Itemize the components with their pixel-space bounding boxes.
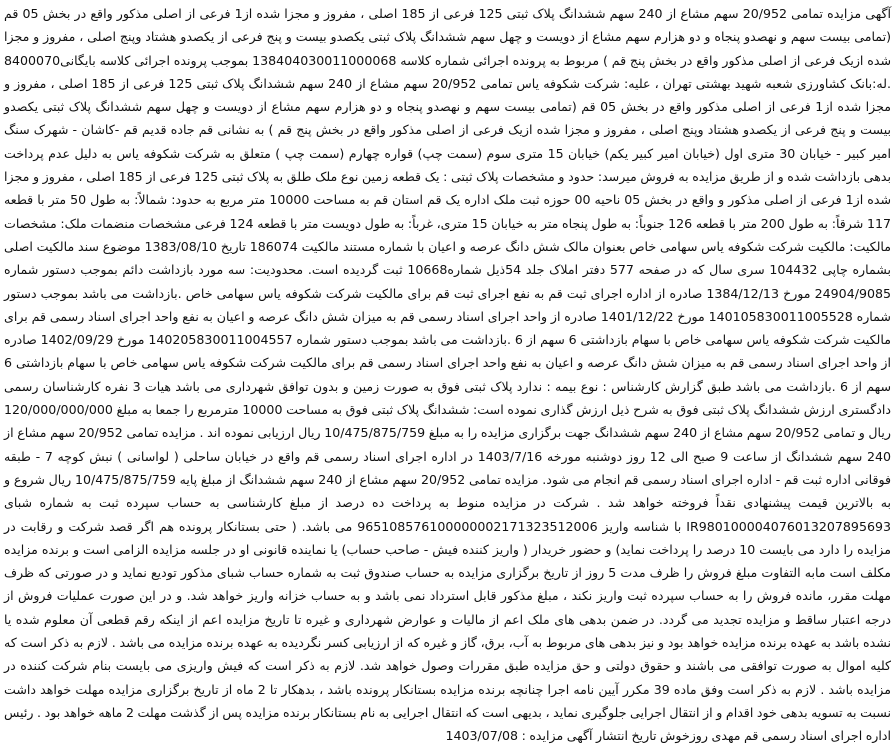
- auction-notice-text: آگهی مزایده تمامی 20/952 سهم مشاع از 240 سهم ششدانگ پلاک ثبتی 125 فرعی از 185 اصلی ، مفروز و مجزا شده از1 فرعی از اصلی مذکور واقع در بخش 05 قم (تمامی بیست سهم و نهصدو پنجاه و دو هزارم سهم مشاع از دویست و چهل سهم ششدانگ پلاک ثبتی یکصدو بیست و پنج فرعی از یکصدو هشتاد وپنج اصلی ، مفروز و مجزا شده ازیک فرعی از اصلی مذکور واقع در بخش پنج قم ) مربوط به پرونده اجرائی شماره کلاسه 138404030011000068 بموجب پرونده اجرائی کلاسه بایگانی8400070 .له:بانک کشاورزی شعبه شهید بهشتی تهران ، علیه: شرکت شکوفه یاس تمامی 20/952 سهم مشاع از 240 سهم ششدانگ پلاک ثبتی 125 فرعی از 185 اصلی ، مفروز و مجزا شده از1 فرعی از اصلی مذکور واقع در بخش 05 قم (تمامی بیست سهم و نهصدو پنجاه و دو هزارم سهم مشاع از دویست و چهل سهم ششدانگ پلاک ثبتی یکصدو بیست و پنج فرعی از یکصدو هشتاد وپنج اصلی ، مفروز و مجزا شده ازیک فرعی از اصلی مذکور واقع در بخش پنج قم ) به نشانی قم جاده قدیم قم -کاشان - شهرک سنگ امیر کبیر - خیابان 30 متری اول (خیابان امیر کبیر یکم) خیابان 15 متری سوم (سمت چپ) قواره چهارم (سمت چپ ) متعلق به شرکت شکوفه یاس به دلیل عدم پرداخت بدهی بازداشت شده و از طریق مزایده به فروش میرسد: حدود و مشخصات پلاک ثبتی : یک قطعه زمین نوع ملک طلق به پلاک ثبتی 125 فرعی از 185 اصلی ، مفروز و مجزا شده از1 فرعی از اصلی مذکور و واقع در بخش 05 ناحیه 00 حوزه ثبت ملک اداره یک قم استان قم به مساحت 10000 متر مربع به حدود: شمالاً: به طول 50 متر با قطعه 117 شرقاً: به طول 200 متر با قطعه 126 جنوباً: به طول پنجاه متر به خیابان 15 متری، غرباً: به طول دویست متر با قطعه 124 فرعی مشخصات منضمات ملک: مشخصات مالکیت: مالکیت شرکت شکوفه یاس سهامی خاص بعنوان مالک شش دانگ عرصه و اعیان با شماره مستند مالکیت 186074 تاریخ 1383/08/10 موضوع سند مالکیت اصلی بشماره چاپی 104432 سری سال که در صفحه 577 دفتر املاک جلد 54ذیل شماره10668 ثبت گردیده است. محدودیت: سه مورد بازداشت دائم بموجب دستور شماره 24904/9085 مورخ 1384/12/13 صادره از اداره اجرای ثبت قم به نفع اجرای ثبت قم برای مالکیت شرکت شکوفه یاس سهامی خاص .بازداشت می باشد بموجب دستور شماره 140105830011005528 مورخ 1401/12/22 صادره از واحد اجرای اسناد رسمی قم به میزان شش دانگ عرصه و اعیان به نفع واحد اجرای اسناد رسمی قم برای مالکیت شرکت شکوفه یاس سهامی خاص با سهام بازداشتی 6 سهم از 6 .بازداشت می باشد بموجب دستور شماره 140205830011004557 مورخ 1402/09/29 صادره از واحد اجرای اسناد رسمی قم به میزان شش دانگ عرصه و اعیان به نفع واحد اجرای اسناد رسمی قم برای مالکیت شرکت شکوفه یاس سهامی خاص با سهام بازداشتی 6 سهم از 6 .بازداشت می باشد طبق گزارش کارشناس : نوع بیمه : ندارد پلاک ثبتی فوق به صورت زمین و بدون توافق شهرداری می باشد هیات 3 نفره کارشناسان رسمی دادگستری ارزش ششدانگ پلاک ثبتی فوق به شرح ذیل ارزش گذاری نموده است: ششدانگ پلاک ثبتی فوق به مساحت 10000 مترمربع را جمعا به مبلغ 120/000/000/000 ریال و تمامی 20/952 سهم مشاع از 240 سهم ششدانگ جهت برگزاری مزایده را به مبلغ 10/475/875/759 ریال ارزیابی نموده اند . مزایده تمامی 20/952 سهم مشاع از 240 سهم ششدانگ از ساعت 9 صبح الی 12 روز دوشنبه مورخه 1403/7/16 در اداره اجرای اسناد رسمی قم واقع در خیابان ساحلی ( لواسانی ) نبش کوچه 7 - طبقه فوقانی اداره ثبت قم - اداره اجرای اسناد رسمی قم انجام می شود. مزایده تمامی 20/952 سهم مشاع از 240 سهم ششدانگ از مبلغ پایه 10/475/875/759 ریال شروع و به بالاترین قیمت پیشنهادی نقداً فروخته خواهد شد . شرکت در مزایده منوط به پرداخت ده درصد از مبلغ کارشناسی به حساب سپرده ثبت به شماره شبای IR980100004076013207895693 با شناسه واریز 965108576100000002171323512006 می باشد. ( حتی بستانکار پرونده هم اگر قصد شرکت و رقابت در مزایده را دارد می بایست 10 درصد را پرداخت نماید) و حضور خریدار ( واریز کننده فیش - صاحب حساب) یا نماینده قانونی او در جلسه مزایده الزامی است و برنده مزایده مکلف است مابه التفاوت مبلغ فروش را ظرف مدت 5 روز از تاریخ برگزاری مزایده به حساب صندوق ثبت به شماره حساب شبای مذکور توديع نماید و در صورتی که ظرف مهلت مقرر، مانده فروش را به حساب سپرده ثبت واریز نکند ، مبلغ مذکور قابل استرداد نمی باشد و به حساب خزانه واریز خواهد شد. و در این صورت عملیات فروش از درجه اعتبار ساقط و مزایده تجدید می گردد. در ضمن بدهی های ملک اعم از مالیات و عوارض شهرداری و غیره تا تاریخ مزایده اعم از اینکه رقم قطعی آن معلوم شده یا نشده باشد به عهده برنده مزایده خواهد بود و نیز بدهی های مربوط به آب، برق، گاز و غیره که از ارزیابی کسر نگردیده به عهده برنده مزایده می باشد . لازم به ذکر است که کلیه اموال به صورت توافقی می باشند و حقوق دولتی و حق مزایده طبق مقررات وصول خواهد شد. لازم به ذکر است که فیش واریزی می بایست بنام شرکت کننده در مزایده باشد . لازم به ذکر است وفق ماده 39 مکرر آیین نامه اجرا چنانچه برنده مزایده بستانکار پرونده باشد ، بدهکار تا 2 ماه از تاریخ برگزاری مزایده مهلت خواهد داشت نسبت به تسویه بدهی خود اقدام و از انتقال اجرایی جلوگیری نماید ، بدیهی است که انتقال اجرایی به نام بستانکار برنده مزایده پس از گذشت مهلت 2 ماهه خواهد بود . رئیس اداره اجرای اسناد رسمی قم مهدی روزخوش تاریخ انتشار آگهی مزایده : 1403/07/08: [4, 6, 892, 744]
